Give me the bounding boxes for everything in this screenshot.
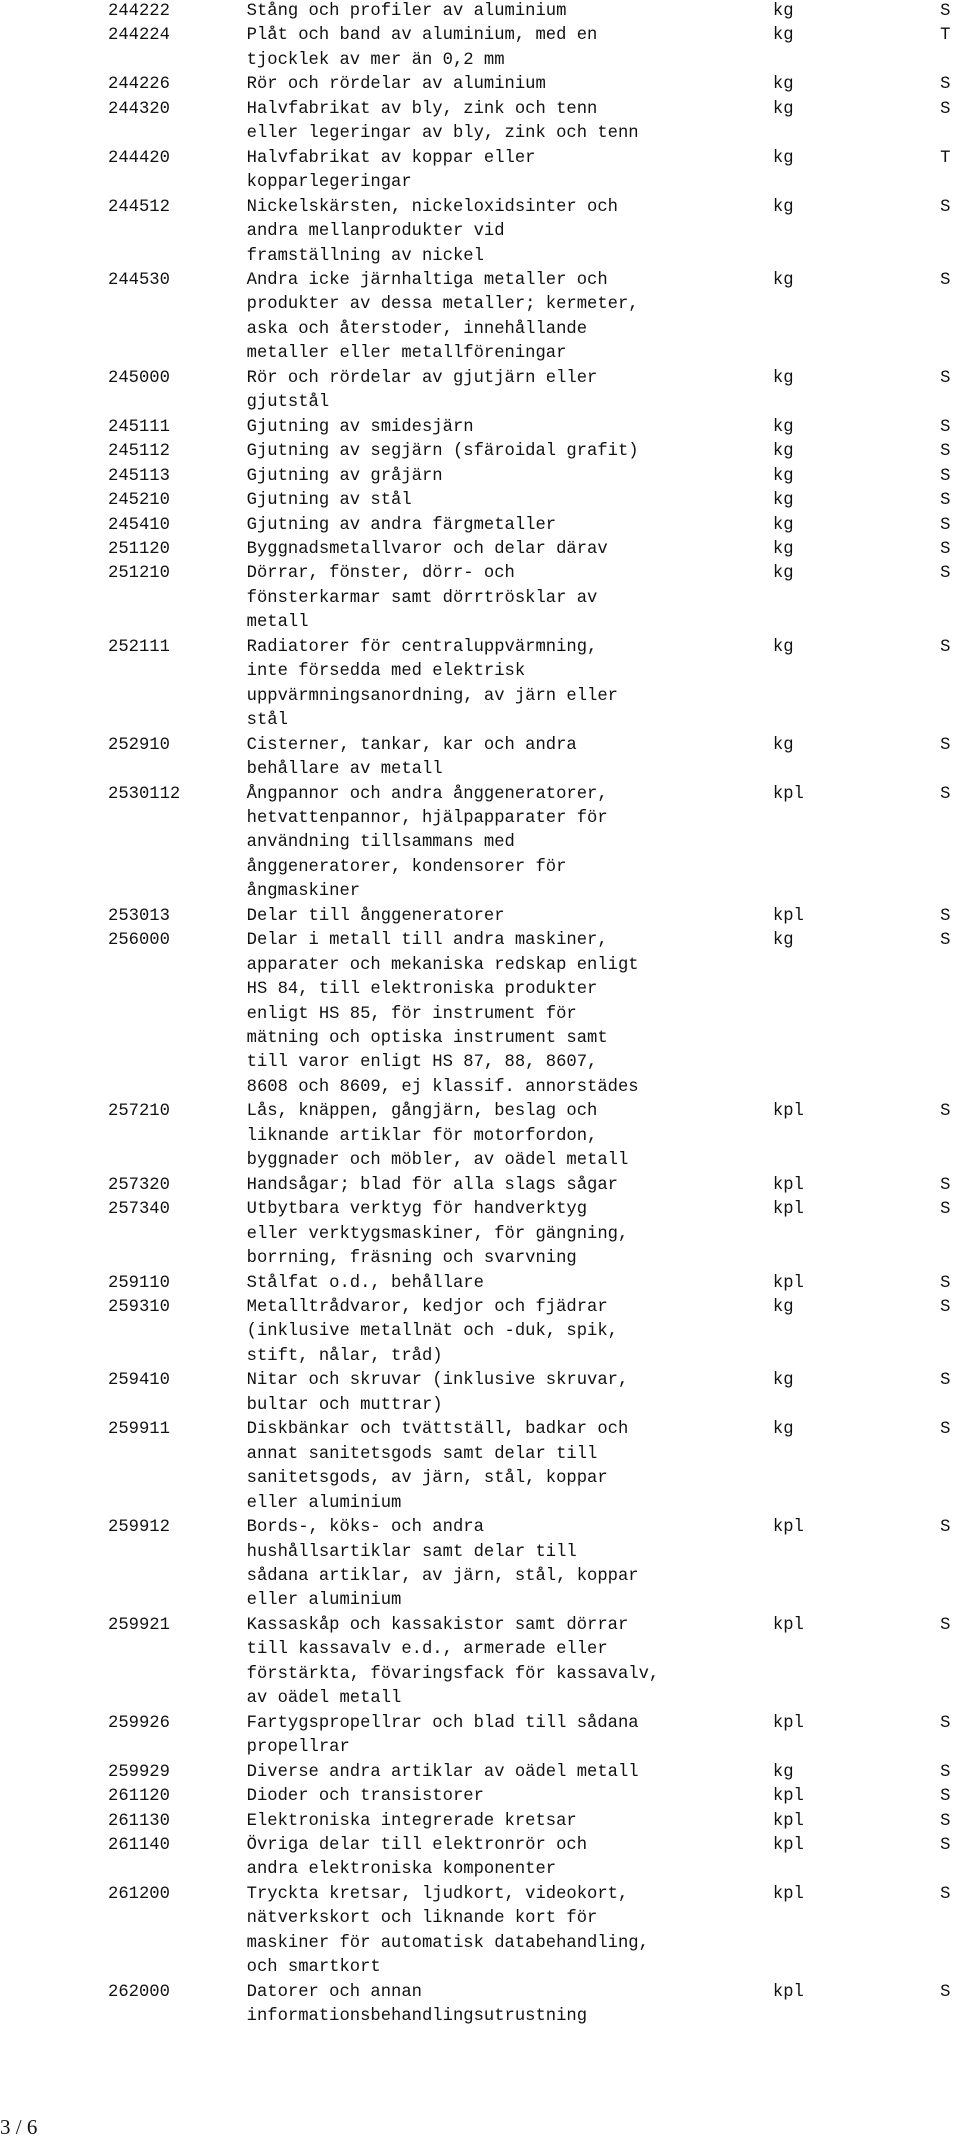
unit-of-measure: kg	[772, 931, 794, 951]
unit-of-measure: kg	[772, 197, 794, 217]
table-row	[108, 734, 960, 783]
product-code: 259410	[108, 1371, 170, 1391]
table-row	[108, 367, 960, 416]
product-code: 245113	[108, 466, 170, 486]
unit-of-measure: kpl	[772, 1200, 804, 1220]
product-code: 259929	[108, 1762, 170, 1782]
product-code: 244530	[108, 270, 170, 290]
status-flag: S	[940, 1200, 951, 1220]
unit-of-measure: kg	[772, 270, 794, 290]
product-code: 259310	[108, 1298, 170, 1318]
product-code: 257210	[108, 1102, 170, 1122]
table-row	[108, 1198, 960, 1271]
table-row	[108, 1272, 960, 1296]
table-row	[108, 1296, 960, 1369]
unit-of-measure: kpl	[772, 1615, 804, 1635]
product-description: Halvfabrikat av bly, zink och tenn eller legeringar av bly, zink och tenn	[246, 99, 639, 144]
table-row	[108, 196, 960, 269]
table-row	[108, 1516, 960, 1614]
unit-of-measure: kg	[772, 564, 794, 584]
status-flag: S	[940, 1273, 951, 1293]
table-row	[108, 98, 960, 147]
status-flag: S	[940, 1982, 951, 2002]
table-row	[108, 1785, 960, 1809]
product-code-table	[108, 0, 960, 2030]
product-description: Gjutning av segjärn (sfäroidal grafit)	[246, 442, 639, 462]
product-description: Kassaskåp och kassakistor samt dörrar till kassavalv e.d., armerade eller förstärkta, fövaringsfack för kassavalv, av oädel metall	[246, 1615, 660, 1709]
unit-of-measure: kpl	[772, 1811, 804, 1831]
product-description: Övriga delar till elektronrör och andra elektroniska komponenter	[246, 1835, 588, 1880]
page-number: 3 / 6	[0, 2115, 38, 2139]
status-flag: S	[940, 539, 951, 559]
table-row	[108, 1712, 960, 1761]
unit-of-measure: kg	[772, 735, 794, 755]
table-row	[108, 1174, 960, 1198]
status-flag: S	[940, 99, 951, 119]
status-flag: S	[940, 442, 951, 462]
product-description: Gjutning av andra färgmetaller	[246, 515, 557, 535]
unit-of-measure: kg	[772, 442, 794, 462]
product-description: Dörrar, fönster, dörr- och fönsterkarmar samt dörrtrösklar av metall	[246, 564, 598, 633]
status-flag: S	[940, 735, 951, 755]
product-code: 244420	[108, 148, 170, 168]
status-flag: S	[940, 466, 951, 486]
product-description: Gjutning av smidesjärn	[246, 417, 474, 437]
product-code: 251210	[108, 564, 170, 584]
status-flag: S	[940, 1371, 951, 1391]
status-flag: S	[940, 1298, 951, 1318]
table-row	[108, 465, 960, 489]
product-description: Metalltrådvaror, kedjor och fjädrar (inklusive metallnät och -duk, spik, stift, nålar, tråd)	[246, 1298, 618, 1366]
unit-of-measure: kpl	[772, 784, 804, 804]
product-description: Rör och rördelar av aluminium	[246, 75, 546, 95]
product-description: Delar till ånggeneratorer	[246, 906, 505, 926]
status-flag: S	[940, 906, 951, 926]
status-flag: S	[940, 931, 951, 951]
product-code: 252910	[108, 735, 170, 755]
product-code: 244512	[108, 197, 170, 217]
unit-of-measure: kg	[772, 1298, 794, 1318]
product-description: Diverse andra artiklar av oädel metall	[246, 1762, 639, 1782]
status-flag: S	[940, 637, 951, 657]
status-flag: T	[940, 26, 951, 46]
table-row	[108, 929, 960, 1100]
status-flag: S	[940, 1762, 951, 1782]
table-row	[108, 783, 960, 905]
product-description: Cisterner, tankar, kar och andra behållare av metall	[246, 735, 577, 780]
product-code: 251120	[108, 539, 170, 559]
table-row	[108, 1981, 960, 2030]
product-description: Tryckta kretsar, ljudkort, videokort, nätverkskort och liknande kort för maskiner för automatisk databehandling, och smartkort	[246, 1884, 649, 1978]
table-row	[108, 636, 960, 734]
status-flag: S	[940, 1713, 951, 1733]
status-flag: S	[940, 197, 951, 217]
product-description: Delar i metall till andra maskiner, apparater och mekaniska redskap enligt HS 84, till elektroniska produkter enligt HS 85, för instrument för mätning och optiska instrument samt till varor enligt HS 87, 88, 8607, 8608 och 8609, ej klassif. annorstädes	[246, 931, 639, 1097]
status-flag: T	[940, 148, 951, 168]
table-row	[108, 24, 960, 73]
product-code: 244320	[108, 99, 170, 119]
table-row	[108, 1100, 960, 1173]
status-flag: S	[940, 1835, 951, 1855]
product-description: Elektroniska integrerade kretsar	[246, 1811, 577, 1831]
table-row	[108, 905, 960, 929]
unit-of-measure: kg	[772, 26, 794, 46]
unit-of-measure: kg	[772, 1420, 794, 1440]
product-code: 2530112	[108, 784, 181, 804]
product-description: Handsågar; blad för alla slags sågar	[246, 1175, 618, 1195]
product-description: Dioder och transistorer	[246, 1787, 484, 1807]
product-code: 259911	[108, 1420, 170, 1440]
table-row	[108, 147, 960, 196]
status-flag: S	[940, 1102, 951, 1122]
product-code: 245112	[108, 442, 170, 462]
unit-of-measure: kpl	[772, 1787, 804, 1807]
status-flag: S	[940, 1420, 951, 1440]
table-row	[108, 0, 960, 24]
table-row	[108, 440, 960, 464]
product-code: 244226	[108, 75, 170, 95]
status-flag: S	[940, 417, 951, 437]
product-code: 261140	[108, 1835, 170, 1855]
status-flag: S	[940, 1175, 951, 1195]
product-description: Rör och rördelar av gjutjärn eller gjutstål	[246, 368, 598, 413]
product-description: Radiatorer för centraluppvärmning, inte försedda med elektrisk uppvärmningsanordning, av järn eller stål	[246, 637, 618, 731]
unit-of-measure: kg	[772, 466, 794, 486]
product-description: Nickelskärsten, nickeloxidsinter och andra mellanprodukter vid framställning av nickel	[246, 197, 618, 266]
status-flag: S	[940, 1615, 951, 1635]
product-description: Halvfabrikat av koppar eller kopparlegeringar	[246, 148, 536, 193]
table-row	[108, 269, 960, 367]
product-code: 245000	[108, 368, 170, 388]
table-row	[108, 538, 960, 562]
status-flag: S	[940, 1787, 951, 1807]
product-code: 257340	[108, 1200, 170, 1220]
unit-of-measure: kg	[772, 2, 794, 21]
unit-of-measure: kg	[772, 539, 794, 559]
unit-of-measure: kg	[772, 99, 794, 119]
table-row	[108, 562, 960, 635]
table-row	[108, 416, 960, 440]
product-code: 244222	[108, 2, 170, 21]
product-description: Lås, knäppen, gångjärn, beslag och liknande artiklar för motorfordon, byggnader och möbler, av oädel metall	[246, 1102, 629, 1171]
unit-of-measure: kg	[772, 491, 794, 511]
product-description: Plåt och band av aluminium, med en tjocklek av mer än 0,2 mm	[246, 26, 598, 70]
product-code: 261130	[108, 1811, 170, 1831]
unit-of-measure: kpl	[772, 1713, 804, 1733]
unit-of-measure: kpl	[772, 906, 804, 926]
unit-of-measure: kg	[772, 417, 794, 437]
product-code: 245410	[108, 515, 170, 535]
product-code: 259912	[108, 1518, 170, 1538]
status-flag: S	[940, 1518, 951, 1538]
status-flag: S	[940, 1811, 951, 1831]
status-flag: S	[940, 1884, 951, 1904]
product-description: Nitar och skruvar (inklusive skruvar, bultar och muttrar)	[246, 1371, 629, 1415]
product-code: 261120	[108, 1787, 170, 1807]
unit-of-measure: kpl	[772, 1982, 804, 2002]
product-description: Andra icke järnhaltiga metaller och produkter av dessa metaller; kermeter, aska och återstoder, innehållande metaller eller metallföreningar	[246, 270, 639, 364]
table-body	[108, 0, 960, 2030]
product-code: 259926	[108, 1713, 170, 1733]
unit-of-measure: kg	[772, 515, 794, 535]
table-row	[108, 1834, 960, 1883]
status-flag: S	[940, 784, 951, 804]
product-description: Fartygspropellrar och blad till sådana propellrar	[246, 1713, 639, 1758]
status-flag: S	[940, 2, 951, 21]
product-code: 252111	[108, 637, 170, 657]
table-row	[108, 1418, 960, 1516]
product-code: 257320	[108, 1175, 170, 1195]
product-code: 259921	[108, 1615, 170, 1635]
table-row	[108, 514, 960, 538]
unit-of-measure: kg	[772, 75, 794, 95]
product-description: Stålfat o.d., behållare	[246, 1273, 484, 1293]
product-code: 259110	[108, 1273, 170, 1293]
unit-of-measure: kpl	[772, 1273, 804, 1293]
product-code: 244224	[108, 26, 170, 46]
product-description: Ångpannor och andra ånggeneratorer, hetvattenpannor, hjälpapparater för användning tillsammans med ånggeneratorer, kondensorer för ångmaskiner	[246, 784, 608, 902]
product-description: Utbytbara verktyg för handverktyg eller verktygsmaskiner, för gängning, borrning, fräsning och svarvning	[246, 1200, 629, 1269]
unit-of-measure: kg	[772, 637, 794, 657]
unit-of-measure: kg	[772, 1371, 794, 1391]
unit-of-measure: kpl	[772, 1175, 804, 1195]
product-description: Gjutning av stål	[246, 491, 412, 511]
table-row	[108, 1883, 960, 1981]
product-code: 253013	[108, 906, 170, 926]
table-row	[108, 1614, 960, 1712]
product-description: Stång och profiler av aluminium	[246, 2, 567, 21]
table-row	[108, 489, 960, 513]
status-flag: S	[940, 564, 951, 584]
product-description: Gjutning av gråjärn	[246, 466, 443, 486]
status-flag: S	[940, 270, 951, 290]
product-code: 261200	[108, 1884, 170, 1904]
unit-of-measure: kpl	[772, 1884, 804, 1904]
unit-of-measure: kg	[772, 368, 794, 388]
status-flag: S	[940, 491, 951, 511]
unit-of-measure: kpl	[772, 1835, 804, 1855]
status-flag: S	[940, 368, 951, 388]
product-description: Bords-, köks- och andra hushållsartiklar samt delar till sådana artiklar, av järn, stål, koppar eller aluminium	[246, 1518, 639, 1611]
table-row	[108, 1761, 960, 1785]
product-description: Byggnadsmetallvaror och delar därav	[246, 539, 608, 559]
unit-of-measure: kg	[772, 148, 794, 168]
product-code: 262000	[108, 1982, 170, 2002]
product-description: Datorer och annan informationsbehandlingsutrustning	[246, 1982, 588, 2027]
unit-of-measure: kpl	[772, 1102, 804, 1122]
unit-of-measure: kpl	[772, 1518, 804, 1538]
unit-of-measure: kg	[772, 1762, 794, 1782]
table-row	[108, 73, 960, 97]
status-flag: S	[940, 75, 951, 95]
status-flag: S	[940, 515, 951, 535]
product-code: 245111	[108, 417, 170, 437]
table-row	[108, 1369, 960, 1418]
product-code: 245210	[108, 491, 170, 511]
table-row	[108, 1810, 960, 1834]
product-description: Diskbänkar och tvättställ, badkar och annat sanitetsgods samt delar till sanitetsgods, av järn, stål, koppar eller aluminium	[246, 1420, 629, 1513]
product-code: 256000	[108, 931, 170, 951]
